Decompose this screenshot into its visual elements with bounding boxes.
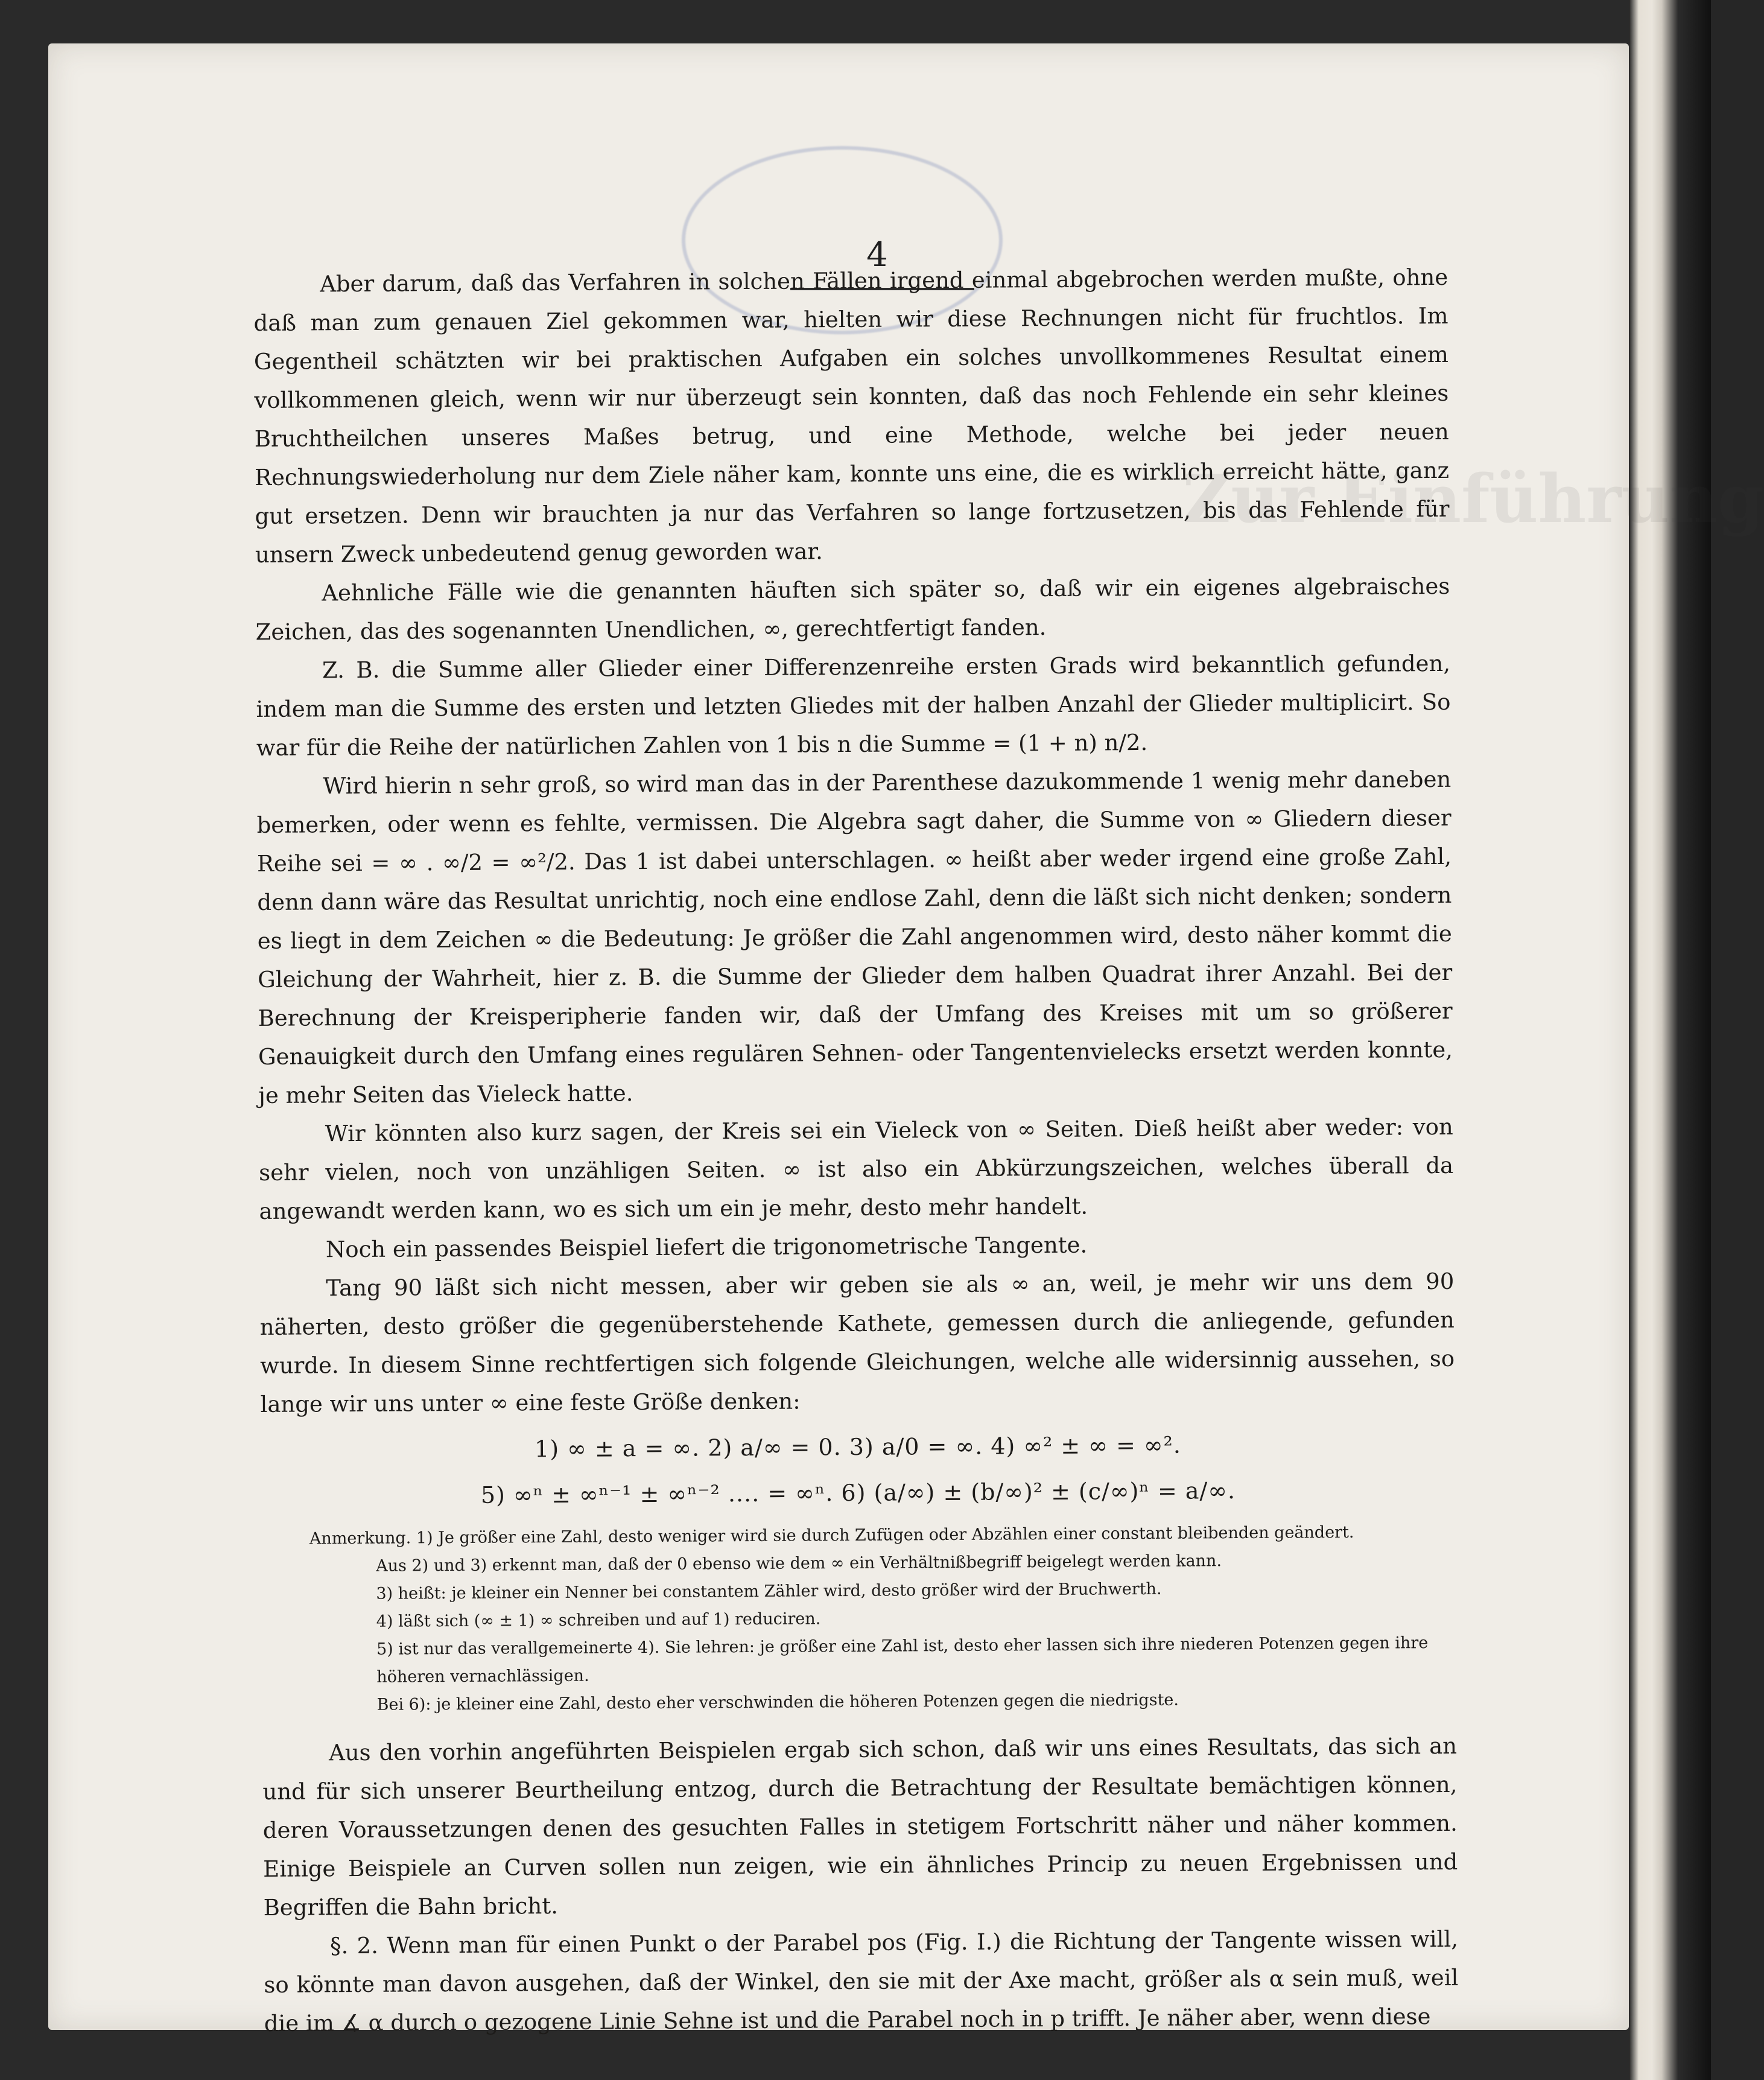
paragraph-9: §. 2. Wenn man für einen Punkt o der Parabel pos (Fig. I.) die Richtung der Tangente wissen will, so könnte man davon ausgehen, daß der Winkel, den sie mit der Axe macht, größer als α sein muß, weil die im ∡ α durch o gezogene Linie Sehne ist und die Parabel noch in p trifft. Je näher aber, wenn diese	[264, 1926, 1459, 2037]
note-2: Aus 2) und 3) erkennt man, daß der 0 ebenso wie dem ∞ ein Verhältnißbegriff beigelegt werden kann.	[376, 1551, 1222, 1576]
paragraph-1: Aber darum, daß das Verfahren in solchen Fällen irgend einmal abgebrochen werden mußte, ohne daß man zum genauen Ziel gekommen war, hielten wir diese Rechnungen nicht für fruchtlos. Im Gegentheil schätzten wir bei praktischen Aufgaben ein solches unvollkommenes Resultat einem vollkommenen gleich, wenn wir nur überzeugt sein konnten, daß das noch Fehlende ein sehr kleines Bruchtheilchen unseres Maßes betrug, und eine Methode, welche bei jeder neuen Rechnungswiederholung nur dem Ziele näher kam, konnte uns eine, die es wirklich erreicht hätte, ganz gut ersetzen. Denn wir brauchten ja nur das Verfahren so lange fortzusetzen, bis das Fehlende für unsern Zweck unbedeutend genug geworden war.	[253, 264, 1450, 568]
page-edge	[1629, 0, 1711, 2080]
paragraph-7: Tang 90 läßt sich nicht messen, aber wir geben sie als ∞ an, weil, je mehr wir uns dem 90 näherten, desto größer die gegenüberstehende Kathete, gemessen durch die anliegende, gefunden wurde. In diesem Sinne rechtfertigen sich folgende Gleichungen, welche alle widersinnig aussehen, so lange wir uns unter ∞ eine feste Größe denken:	[259, 1268, 1455, 1417]
page-content	[253, 258, 1459, 2043]
note-1: Anmerkung. 1) Je größer eine Zahl, desto weniger wird sie durch Zufügen oder Abzählen einer constant bleibenden geändert.	[309, 1522, 1354, 1548]
equation-line-2: 5) ∞ⁿ ± ∞ⁿ⁻¹ ± ∞ⁿ⁻² .... = ∞ⁿ. 6) (a/∞) ± (b/∞)² ± (c/∞)ⁿ = a/∞.	[480, 1477, 1236, 1509]
note-6: Bei 6): je kleiner eine Zahl, desto eher verschwinden die höheren Potenzen gegen die niedrigste.	[376, 1690, 1179, 1714]
paragraph-5: Wir könnten also kurz sagen, der Kreis sei ein Vieleck von ∞ Seiten. Dieß heißt aber weder: von sehr vielen, noch von unzähligen Seiten. ∞ ist also ein Abkürzungszeichen, welches überall da angewandt werden kann, wo es sich um ein je mehr, desto mehr handelt.	[259, 1113, 1454, 1224]
paragraph-3: Z. B. die Summe aller Glieder einer Differenzenreihe ersten Grads wird bekanntlich gefunden, indem man die Summe des ersten und letzten Gliedes mit der halben Anzahl der Glieder multiplicirt. So war für die Reihe der natürlichen Zahlen von 1 bis n die Summe = (1 + n) n/2.	[256, 650, 1451, 761]
equation-line-1: 1) ∞ ± a = ∞. 2) a/∞ = 0. 3) a/0 = ∞. 4) ∞² ± ∞ = ∞².	[534, 1431, 1182, 1463]
paragraph-2: Aehnliche Fälle wie die genannten häuften sich später so, daß wir ein eigenes algebraisches Zeichen, das des sogenannten Unendlichen, ∞, gerechtfertigt fanden.	[255, 573, 1450, 645]
paragraph-6: Noch ein passendes Beispiel liefert die trigonometrische Tangente.	[325, 1232, 1088, 1263]
note-3: 3) heißt: je kleiner ein Nenner bei constantem Zähler wird, desto größer wird der Bruchwerth.	[376, 1579, 1162, 1603]
notes-block	[261, 1518, 1457, 1720]
note-5: 5) ist nur das verallgemeinerte 4). Sie lehren: je größer eine Zahl ist, desto eher lassen sich ihre niederen Potenzen gegen ihre höheren vernachlässigen.	[376, 1633, 1429, 1687]
paragraph-8: Aus den vorhin angeführten Beispielen ergab sich schon, daß wir uns eines Resultats, das sich an und für sich unserer Beurtheilung entzog, durch die Betrachtung der Resultate bemächtigen können, deren Voraussetzungen denen des gesuchten Falles in stetigem Fortschritt näher und näher kommen. Einige Beispiele an Curven sollen nun zeigen, wie ein ähnliches Princip zu neuen Ergebnissen und Begriffen die Bahn bricht.	[262, 1732, 1458, 1921]
note-4: 4) läßt sich (∞ ± 1) ∞ schreiben und auf 1) reduciren.	[376, 1609, 821, 1631]
page-number: 4	[866, 235, 889, 275]
paragraph-4: Wird hierin n sehr groß, so wird man das in der Parenthese dazukommende 1 wenig mehr daneben bemerken, oder wenn es fehlte, vermissen. Die Algebra sagt daher, die Summe von ∞ Gliedern dieser Reihe sei = ∞ . ∞/2 = ∞²/2. Das 1 ist dabei unterschlagen. ∞ heißt aber weder irgend eine große Zahl, denn dann wäre das Resultat unrichtig, noch eine endlose Zahl, denn die läßt sich nicht denken; sondern es liegt in dem Zeichen ∞ die Bedeutung: Je größer die Zahl angenommen wird, desto näher kommt die Gleichung der Wahrheit, hier z. B. die Summe der Glieder dem halben Quadrat ihrer Anzahl. Bei der Berechnung der Kreisperipherie fanden wir, daß der Umfang des Kreises mit um so größerer Genauigkeit durch den Umfang eines regulären Sehnen- oder Tangentenvielecks ersetzt werden konnte, je mehr Seiten das Vieleck hatte.	[256, 766, 1453, 1108]
bleedthrough-text: Zur Einführung	[1182, 460, 1764, 538]
